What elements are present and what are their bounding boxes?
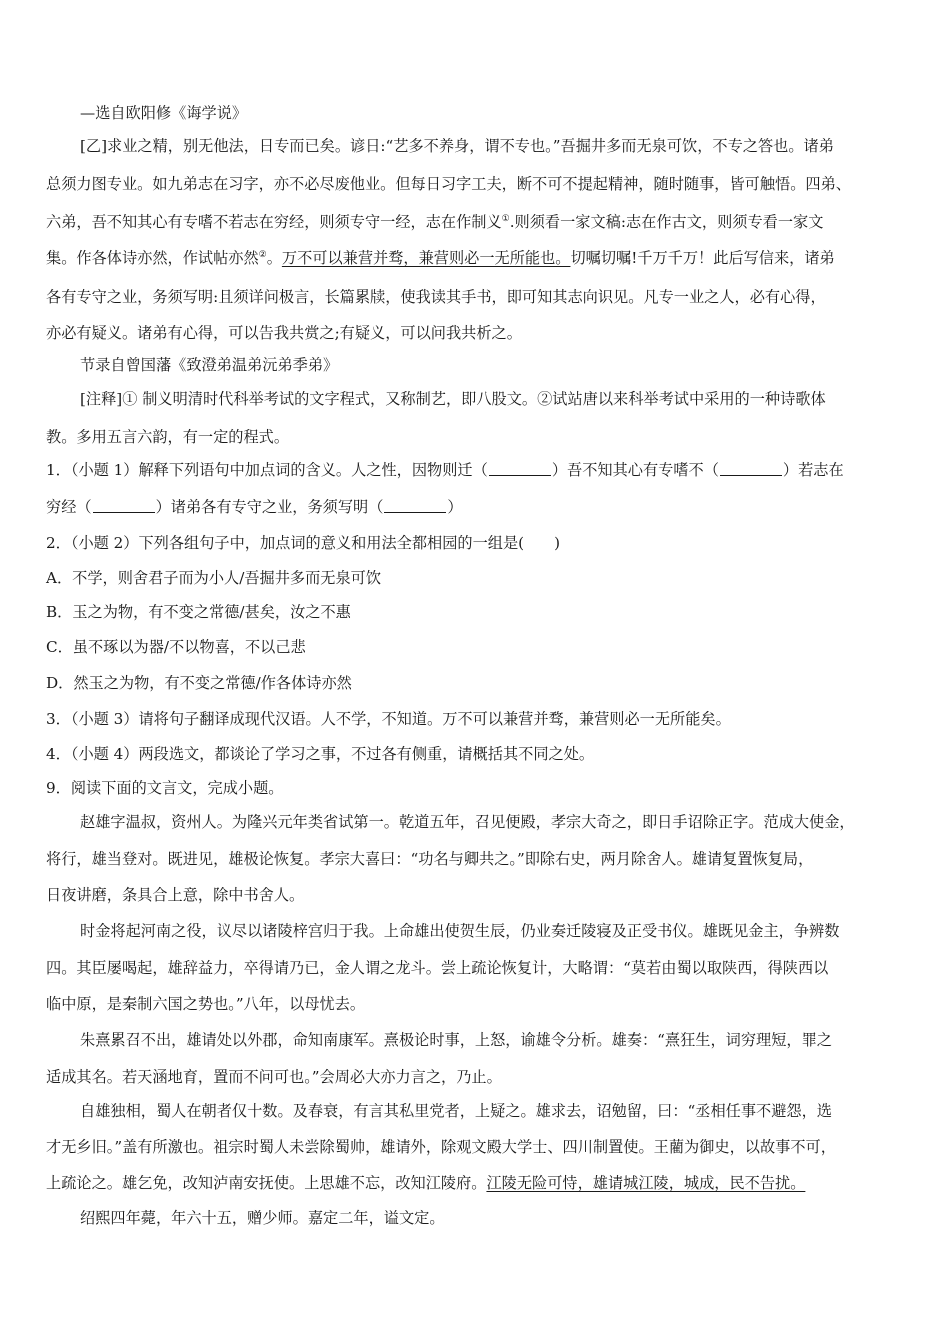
question-1: 1．（小题 1）解释下列语句中加点词的含义。人之性，因物则迁（ ）吾不知其心有专嗜不（ ）若志在 (46, 461, 844, 479)
question-9: 9．阅读下面的文言文，完成小题。 (46, 779, 284, 797)
passage-9-line: 赵雄字温叔，资州人。为隆兴元年类省试第一。乾道五年，召见便殿，孝宗大奇之，即日手诏除正字。范成大使金， (80, 813, 855, 831)
passage-9-line: 绍熙四年薨，年六十五，赠少师。嘉定二年，谥文定。 (80, 1209, 445, 1227)
passage-b-line: 集。作各体诗亦然，作试帖亦然②。万不可以兼营并骛，兼营则必一无所能也。切嘱切嘱!千万千万！此后写信来，诸弟 (46, 249, 835, 267)
answer-blank[interactable] (720, 461, 782, 476)
question-4: 4．（小题 4）两段选文，都谈论了学习之事，不过各有侧重，请概括其不同之处。 (46, 745, 595, 763)
passage-b-line: 亦必有疑义。诸弟有心得，可以告我共赏之;有疑义，可以问我共析之。 (46, 324, 522, 342)
answer-blank[interactable] (384, 498, 446, 513)
option-a: A．不学，则舍君子而为小人/吾掘井多而无泉可饮 (46, 569, 382, 587)
source-ouyangxiu: —选自欧阳修《诲学说》 (80, 104, 248, 122)
passage-9-line: 才无乡旧。”盖有所激也。祖宗时蜀人未尝除蜀帅，雄请外，除观文殿大学士、四川制置使。王藺为御史，以故事不可， (46, 1138, 836, 1156)
notes-line: 教。多用五言六韵，有一定的程式。 (46, 428, 289, 446)
answer-blank[interactable] (489, 461, 551, 476)
passage-9-line: 四。其臣屡喝起，雄辞益力，卒得请乃已，金人谓之龙斗。尝上疏论恢复计，大略谓：“莫若由蜀以取陕西，得陕西以 (46, 959, 829, 977)
source-zengguofan: 节录自曾国藩《致澄弟温弟沅弟季弟》 (80, 356, 339, 374)
option-c: C．虽不琢以为器/不以物喜，不以己悲 (46, 638, 306, 656)
passage-b-line: 六弟，吾不知其心有专嗜不若志在穷经，则须专守一经，志在作制义①.则须看一家文稿:志在作古文，则须专看一家文 (46, 213, 824, 231)
underlined-sentence: 万不可以兼营并骛，兼营则必一无所能也。 (281, 249, 571, 267)
footnote-mark: ② (258, 250, 267, 260)
question-3: 3．（小题 3）请将句子翻译成现代汉语。人不学，不知道。万不可以兼营并骛，兼营则必一无所能矣。 (46, 710, 731, 728)
passage-9-line: 上疏论之。雄乞免，改知泸南安抚使。上思雄不忘，改知江陵府。江陵无险可恃，雄请城江陵，城成，民不告扰。 (46, 1174, 806, 1192)
passage-9-line: 时金将起河南之役，议尽以诸陵梓宫归于我。上命雄出使贺生辰，仍业奏迁陵寝及正受书仪。雄既见金主，争辨数 (80, 922, 840, 940)
question-1-cont: 穷经（ ）诸弟各有专守之业，务须写明（ ） (46, 498, 463, 516)
option-b: B．玉之为物，有不变之常德/甚矣，汝之不惠 (46, 603, 351, 621)
passage-9-line: 自雄独相，蜀人在朝者仅十数。及春衰，有言其私里党者，上疑之。雄求去，诏勉留，曰：“丞相任事不避怨，选 (80, 1102, 832, 1120)
notes-line: [注释]① 制义明清时代科举考试的文字程式，又称制艺，即八股文。②试站唐以来科举考试中采用的一种诗歌体 (80, 390, 826, 408)
passage-9-line: 适成其名。若天涵地育，置而不问可也。”会周必大亦力言之，乃止。 (46, 1068, 502, 1086)
passage-9-line: 临中原，是秦制六国之势也。”八年，以母忧去。 (46, 995, 366, 1013)
passage-b-line: 各有专守之业，务须写明:且须详问极言，长篇累牍，使我读其手书，即可知其志向识见。凡专一业之人，必有心得， (46, 288, 826, 306)
answer-blank[interactable] (93, 498, 155, 513)
passage-9-line: 日夜讲磨，条具合上意，除中书舍人。 (46, 886, 305, 904)
passage-b-line: [乙]求业之精，别无他法，日专而已矣。谚日:“艺多不养身，谓不专也。”吾掘井多而无泉可饮，不专之答也。诸弟 (80, 137, 834, 155)
footnote-mark: ① (501, 214, 510, 224)
question-2: 2．（小题 2）下列各组句子中，加点词的意义和用法全都相园的一组是( ) (46, 534, 561, 552)
passage-b-line: 总须力图专业。如九弟志在习字，亦不必尽废他业。但每日习字工夫，断不可不提起精神，随时随事，皆可触悟。四弟、 (46, 175, 851, 193)
passage-9-line: 将行，雄当登对。既进见，雄极论恢复。孝宗大喜曰：“功名与卿共之。”即除右史，两月除舍人。雄请复置恢复局， (46, 850, 814, 868)
option-d: D．然玉之为物，有不变之常德/作各体诗亦然 (46, 674, 352, 692)
passage-9-line: 朱熹累召不出，雄请处以外郡，命知南康军。熹极论时事，上怒，谕雄令分析。雄奏：“熹狂生，词穷理短，罪之 (80, 1031, 832, 1049)
underlined-sentence: 江陵无险可恃，雄请城江陵，城成，民不告扰。 (486, 1174, 806, 1192)
